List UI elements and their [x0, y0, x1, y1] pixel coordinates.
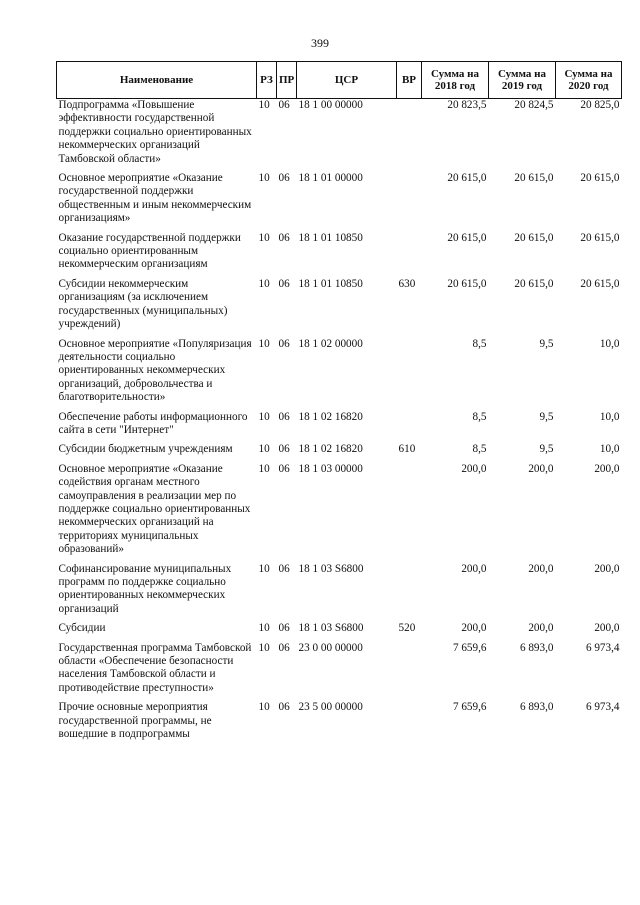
row-vr	[397, 701, 422, 747]
row-sum-2020: 20 615,0	[580, 172, 620, 185]
row-csr: 18 1 02 00000	[298, 337, 363, 350]
header-vr: ВР	[397, 62, 422, 99]
row-pr: 06	[278, 277, 290, 290]
row-sum-2019: 200,0	[528, 562, 554, 575]
row-csr: 18 1 02 16820	[298, 410, 363, 423]
row-rz: 10	[258, 337, 270, 350]
row-rz: 10	[258, 277, 270, 290]
table-row	[57, 99, 622, 173]
header-pr: ПР	[277, 62, 297, 99]
header-csr: ЦСР	[297, 62, 397, 99]
row-vr: 520	[398, 622, 416, 635]
row-pr: 06	[278, 410, 290, 423]
table-row	[57, 463, 622, 563]
row-rz: 10	[258, 172, 270, 185]
row-name: Основное мероприятие «Оказание содействия органам местного самоуправления в реализации мер по поддержке социально ориентированных некоммерческих организаций на территориях муниципальных образований»	[58, 462, 251, 556]
table-row	[57, 622, 622, 641]
row-sum-2018: 200,0	[461, 622, 487, 635]
row-sum-2018: 200,0	[461, 562, 487, 575]
row-sum-2018: 20 823,5	[447, 99, 487, 111]
row-pr: 06	[278, 701, 290, 714]
row-name: Основное мероприятие «Популяризация деятельности социально ориентированных некоммерческих организаций, добровольчества и благотворительности»	[58, 337, 252, 404]
row-pr: 06	[278, 172, 290, 185]
row-sum-2018: 20 615,0	[447, 277, 487, 290]
row-name: Субсидии	[58, 622, 106, 635]
row-pr: 06	[278, 337, 290, 350]
row-rz: 10	[258, 462, 270, 475]
table-row	[57, 443, 622, 462]
row-vr: 610	[398, 443, 416, 456]
header-sum-2020: Сумма на 2020 год	[556, 62, 622, 99]
row-sum-2018: 8,5	[472, 410, 487, 423]
row-sum-2019: 200,0	[528, 622, 554, 635]
row-name: Подпрограмма «Повышение эффективности государственной поддержки социально ориентированных некоммерческих организаций Тамбовской области»	[58, 99, 252, 165]
row-name: Субсидии бюджетным учреждениям	[58, 443, 233, 456]
row-sum-2019: 20 615,0	[514, 277, 554, 290]
page-number: 399	[311, 36, 329, 50]
row-sum-2019: 20 615,0	[514, 172, 554, 185]
row-pr: 06	[278, 641, 290, 654]
row-sum-2020: 200,0	[594, 622, 620, 635]
row-sum-2019: 6 893,0	[519, 641, 554, 654]
row-sum-2020: 20 615,0	[580, 231, 620, 244]
row-name: Государственная программа Тамбовской области «Обеспечение безопасности населения Тамбовской области и противодействие преступности»	[58, 641, 252, 694]
table-row	[57, 172, 622, 232]
row-vr	[397, 411, 422, 444]
row-csr: 18 1 03 00000	[298, 462, 363, 475]
row-sum-2020: 20 615,0	[580, 277, 620, 290]
row-sum-2019: 9,5	[539, 337, 554, 350]
row-vr	[397, 232, 422, 278]
row-sum-2019: 9,5	[539, 410, 554, 423]
row-vr	[397, 99, 422, 173]
table-row	[57, 232, 622, 278]
row-rz: 10	[258, 701, 270, 714]
row-sum-2019: 200,0	[528, 462, 554, 475]
row-sum-2018: 7 659,6	[452, 641, 487, 654]
header-name: Наименование	[57, 62, 257, 99]
row-rz: 10	[258, 99, 270, 111]
row-csr: 23 5 00 00000	[298, 701, 363, 714]
row-csr: 18 1 03 S6800	[298, 622, 364, 635]
row-csr: 18 1 01 10850	[298, 277, 363, 290]
row-vr	[397, 463, 422, 563]
row-sum-2018: 8,5	[472, 337, 487, 350]
row-sum-2018: 7 659,6	[452, 701, 487, 714]
row-sum-2020: 6 973,4	[585, 641, 620, 654]
row-csr: 18 1 01 00000	[298, 172, 363, 185]
row-sum-2020: 20 825,0	[580, 99, 620, 111]
row-sum-2019: 20 615,0	[514, 231, 554, 244]
row-vr	[397, 563, 422, 623]
row-name: Обеспечение работы информационного сайта в сети "Интернет"	[58, 410, 248, 436]
row-rz: 10	[258, 410, 270, 423]
row-vr	[397, 338, 422, 411]
row-vr	[397, 642, 422, 702]
row-name: Софинансирование муниципальных программ по поддержке социально ориентированных некоммерческих организаций	[58, 562, 232, 615]
row-name: Субсидии некоммерческим организациям (за исключением государственных (муниципальных) учреждений)	[58, 277, 228, 331]
row-rz: 10	[258, 231, 270, 244]
table-row	[57, 563, 622, 623]
table-row	[57, 411, 622, 444]
row-sum-2019: 9,5	[539, 443, 554, 456]
row-rz: 10	[258, 622, 270, 635]
row-vr	[397, 172, 422, 232]
table-body	[57, 99, 622, 748]
table-row	[57, 278, 622, 338]
row-name: Оказание государственной поддержки социально ориентированным некоммерческим организациям	[58, 231, 241, 271]
row-pr: 06	[278, 443, 290, 456]
row-name: Прочие основные мероприятия государственной программы, не вошедшие в подпрограммы	[58, 701, 212, 741]
row-pr: 06	[278, 231, 290, 244]
row-csr: 18 1 01 10850	[298, 231, 363, 244]
row-pr: 06	[278, 99, 290, 111]
header-sum-2019: Сумма на 2019 год	[489, 62, 556, 99]
row-sum-2018: 20 615,0	[447, 172, 487, 185]
row-sum-2020: 200,0	[594, 462, 620, 475]
row-sum-2018: 200,0	[461, 462, 487, 475]
table-row	[57, 338, 622, 411]
budget-table	[56, 61, 622, 747]
row-rz: 10	[258, 443, 270, 456]
row-pr: 06	[278, 622, 290, 635]
row-sum-2020: 6 973,4	[585, 701, 620, 714]
row-pr: 06	[278, 462, 290, 475]
header-rz: РЗ	[257, 62, 277, 99]
row-name: Основное мероприятие «Оказание государственной поддержки общественным и иным некоммерческим организациям»	[58, 172, 252, 225]
row-sum-2020: 10,0	[599, 337, 620, 350]
row-csr: 23 0 00 00000	[298, 641, 363, 654]
row-rz: 10	[258, 562, 270, 575]
row-sum-2018: 8,5	[472, 443, 487, 456]
row-sum-2019: 6 893,0	[519, 701, 554, 714]
row-sum-2018: 20 615,0	[447, 231, 487, 244]
row-rz: 10	[258, 641, 270, 654]
row-sum-2020: 10,0	[599, 410, 620, 423]
table-row	[57, 701, 622, 747]
table-header	[57, 62, 622, 99]
row-csr: 18 1 00 00000	[298, 99, 363, 111]
row-sum-2019: 20 824,5	[514, 99, 554, 111]
row-sum-2020: 10,0	[599, 443, 620, 456]
header-sum-2018: Сумма на 2018 год	[422, 62, 489, 99]
row-pr: 06	[278, 562, 290, 575]
row-vr: 630	[398, 277, 416, 290]
table-row	[57, 642, 622, 702]
row-csr: 18 1 03 S6800	[298, 562, 364, 575]
row-sum-2020: 200,0	[594, 562, 620, 575]
row-csr: 18 1 02 16820	[298, 443, 363, 456]
